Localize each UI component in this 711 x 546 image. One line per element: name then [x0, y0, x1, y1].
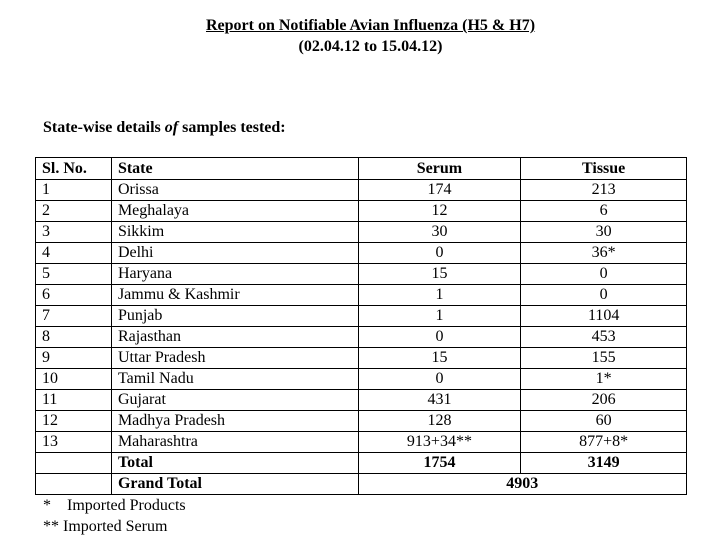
row-serum: 913+34**	[358, 432, 521, 453]
table-row	[36, 306, 687, 327]
row-state: Delhi	[111, 243, 358, 264]
row-serum: 174	[358, 180, 521, 201]
row-state: Madhya Pradesh	[111, 411, 358, 432]
table-row	[36, 222, 687, 243]
table-subheading	[43, 118, 286, 138]
table-row	[36, 390, 687, 411]
table-row	[36, 411, 687, 432]
row-tissue: 36*	[521, 243, 687, 264]
header-tissue: Tissue	[521, 158, 687, 180]
table-row	[36, 348, 687, 369]
subheading-text-start: State-wise details	[43, 119, 165, 136]
table-row	[36, 201, 687, 222]
row-sl-no: 4	[36, 243, 112, 264]
row-sl-no: 6	[36, 285, 112, 306]
row-state: Meghalaya	[111, 201, 358, 222]
row-sl-no: 3	[36, 222, 112, 243]
row-serum: 1	[358, 306, 521, 327]
row-state: Jammu & Kashmir	[111, 285, 358, 306]
row-serum: 128	[358, 411, 521, 432]
table-row	[36, 432, 687, 453]
subheading-emphasis: of	[164, 119, 179, 136]
grand-total-blank-cell	[36, 474, 112, 495]
row-sl-no: 12	[36, 411, 112, 432]
report-title: Report on Notifiable Avian Influenza (H5 & H7)	[205, 17, 536, 34]
grand-total-row	[36, 474, 687, 495]
row-tissue: 206	[521, 390, 687, 411]
row-state: Sikkim	[111, 222, 358, 243]
row-sl-no: 8	[36, 327, 112, 348]
row-serum: 431	[358, 390, 521, 411]
row-serum: 12	[358, 201, 521, 222]
row-state: Rajasthan	[111, 327, 358, 348]
row-state: Maharashtra	[111, 432, 358, 453]
row-sl-no: 13	[36, 432, 112, 453]
row-sl-no: 10	[36, 369, 112, 390]
row-sl-no: 9	[36, 348, 112, 369]
footnotes	[43, 495, 186, 537]
row-state: Gujarat	[111, 390, 358, 411]
header-state: State	[111, 158, 358, 180]
table-row	[36, 369, 687, 390]
table-body	[36, 180, 687, 453]
row-tissue: 453	[521, 327, 687, 348]
table-row	[36, 243, 687, 264]
row-state: Orissa	[111, 180, 358, 201]
row-tissue: 1*	[521, 369, 687, 390]
total-serum: 1754	[358, 453, 521, 474]
row-tissue: 213	[521, 180, 687, 201]
row-serum: 0	[358, 243, 521, 264]
header-serum: Serum	[358, 158, 521, 180]
row-tissue: 155	[521, 348, 687, 369]
row-sl-no: 5	[36, 264, 112, 285]
row-sl-no: 7	[36, 306, 112, 327]
table-header-row	[36, 158, 687, 180]
row-serum: 0	[358, 369, 521, 390]
row-sl-no: 2	[36, 201, 112, 222]
report-period: (02.04.12 to 15.04.12)	[298, 38, 443, 55]
row-sl-no: 1	[36, 180, 112, 201]
row-tissue: 877+8*	[521, 432, 687, 453]
total-blank-cell	[36, 453, 112, 474]
row-tissue: 0	[521, 285, 687, 306]
total-label: Total	[111, 453, 358, 474]
table-row	[36, 180, 687, 201]
row-state: Uttar Pradesh	[111, 348, 358, 369]
row-serum: 15	[358, 348, 521, 369]
grand-total-label: Grand Total	[111, 474, 358, 495]
row-serum: 0	[358, 327, 521, 348]
header-sl-no: Sl. No.	[36, 158, 112, 180]
row-serum: 30	[358, 222, 521, 243]
total-row	[36, 453, 687, 474]
table-row	[36, 285, 687, 306]
footnote-imported-serum: ** Imported Serum	[43, 518, 168, 535]
row-state: Tamil Nadu	[111, 369, 358, 390]
samples-table	[35, 157, 687, 495]
table-row	[36, 327, 687, 348]
footnote-imported-products: * Imported Products	[43, 497, 186, 514]
row-serum: 1	[358, 285, 521, 306]
table-row	[36, 264, 687, 285]
subheading-text-end: samples tested:	[178, 119, 286, 136]
row-serum: 15	[358, 264, 521, 285]
row-state: Punjab	[111, 306, 358, 327]
total-tissue: 3149	[521, 453, 687, 474]
row-tissue: 30	[521, 222, 687, 243]
grand-total-value: 4903	[358, 474, 686, 495]
row-tissue: 6	[521, 201, 687, 222]
row-state: Haryana	[111, 264, 358, 285]
row-tissue: 60	[521, 411, 687, 432]
row-sl-no: 11	[36, 390, 112, 411]
row-tissue: 1104	[521, 306, 687, 327]
row-tissue: 0	[521, 264, 687, 285]
